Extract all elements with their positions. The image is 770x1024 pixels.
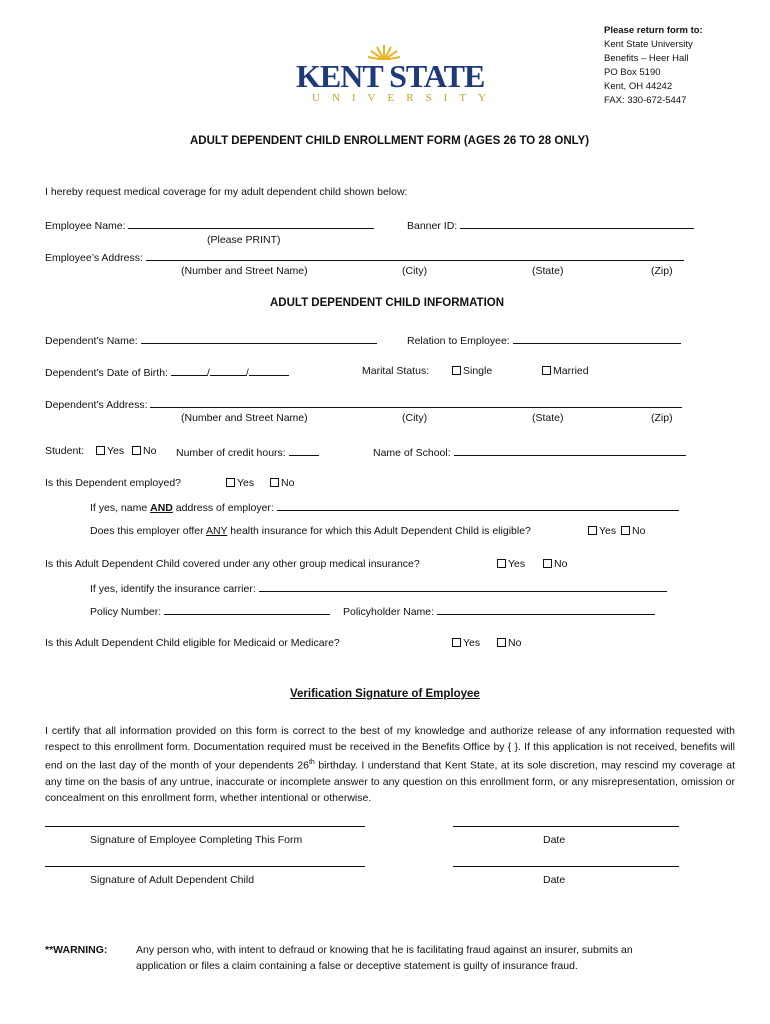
employer-insurance-prefix: Does this employer offer: [90, 525, 206, 537]
dependent-section-title: ADULT DEPENDENT CHILD INFORMATION: [270, 297, 505, 309]
employer-label-prefix: If yes, name: [90, 502, 151, 514]
school-field[interactable]: [454, 445, 686, 456]
employed-no-checkbox[interactable]: [270, 477, 294, 489]
dependent-state-caption: (State): [532, 412, 564, 424]
return-line: Benefits – Heer Hall: [604, 53, 689, 64]
dependent-date-line[interactable]: [453, 866, 679, 867]
employee-street-caption: (Number and Street Name): [181, 265, 308, 277]
school-label: Name of School:: [373, 447, 451, 459]
married-label: Married: [553, 365, 589, 377]
banner-id-field[interactable]: [460, 218, 694, 229]
intro-text: I hereby request medical coverage for my adult dependent child shown below:: [45, 186, 408, 198]
logo-subtitle: UNIVERSITY: [312, 92, 498, 104]
employee-address-field[interactable]: [146, 250, 684, 261]
certification-sup: th: [308, 759, 315, 766]
employer-insurance-suffix: health insurance for which this Adult Dependent Child is eligible?: [227, 525, 531, 537]
dependent-city-caption: (City): [402, 412, 428, 424]
dob-month-field[interactable]: [171, 365, 207, 376]
employee-name-label: Employee Name:: [45, 220, 126, 232]
dependent-signature-line[interactable]: [45, 866, 365, 867]
employee-city-caption: (City): [402, 265, 428, 277]
policy-number-label: Policy Number:: [90, 606, 162, 618]
dob-label: Dependent’s Date of Birth:: [45, 367, 168, 379]
medicaid-no-checkbox[interactable]: [497, 637, 521, 649]
relation-label: Relation to Employee:: [407, 335, 510, 347]
employed-question: Is this Dependent employed?: [45, 477, 182, 489]
employer-label-and: AND: [150, 502, 173, 514]
certification-text: [45, 723, 735, 806]
certification-text-part2: birthday. I understand that Kent State, at its sole discretion, may rescind my coverage at any time on the basis of any untrue, inaccurate or incomplete answer to any question on this enrollment form, or any misrepresentation, omission or concealment on this enrollment form, whether intentional or otherwise.: [45, 759, 736, 804]
yes-label: Yes: [508, 558, 526, 570]
credit-hours-field[interactable]: [289, 445, 319, 456]
employer-insurance-no-checkbox[interactable]: [621, 525, 645, 537]
yes-label: Yes: [599, 525, 617, 537]
warning-line1: Any person who, with intent to defraud or knowing that he is facilitating fraud against an insurer, submits an: [136, 944, 633, 956]
dob-year-field[interactable]: [249, 365, 289, 376]
checkbox-icon: [226, 478, 235, 487]
verification-title: Verification Signature of Employee: [290, 688, 480, 700]
banner-id-label: Banner ID:: [407, 220, 458, 232]
checkbox-icon: [96, 446, 105, 455]
dependent-zip-caption: (Zip): [651, 412, 673, 424]
warning-line2: application or files a claim containing a false or deceptive statement is guilty of insurance fraud.: [136, 960, 578, 972]
dependent-name-label: Dependent’s Name:: [45, 335, 138, 347]
return-line: PO Box 5190: [604, 67, 661, 78]
medicaid-yes-checkbox[interactable]: [452, 637, 480, 649]
employee-date-caption: Date: [543, 834, 566, 846]
relation-field[interactable]: [513, 333, 681, 344]
employee-state-caption: (State): [532, 265, 564, 277]
employee-signature-line[interactable]: [45, 826, 365, 827]
credit-hours-label: Number of credit hours:: [176, 447, 286, 459]
dob-day-field[interactable]: [210, 365, 246, 376]
yes-label: Yes: [107, 445, 125, 457]
other-insurance-no-checkbox[interactable]: [543, 558, 567, 570]
logo-wordmark: KENT STATE: [296, 58, 485, 94]
employer-field[interactable]: [277, 500, 679, 511]
single-label: Single: [463, 365, 493, 377]
employee-signature-caption: Signature of Employee Completing This Form: [90, 834, 303, 846]
dependent-date-caption: Date: [543, 874, 566, 886]
employer-insurance-yes-checkbox[interactable]: [588, 525, 616, 537]
form-title: ADULT DEPENDENT CHILD ENROLLMENT FORM (AGES 26 TO 28 ONLY): [190, 135, 590, 147]
yes-label: Yes: [463, 637, 481, 649]
return-line: Kent, OH 44242: [604, 81, 673, 92]
yes-label: Yes: [237, 477, 255, 489]
checkbox-icon: [621, 526, 630, 535]
checkbox-icon: [452, 366, 461, 375]
other-insurance-question: Is this Adult Dependent Child covered under any other group medical insurance?: [45, 558, 420, 570]
return-heading: Please return form to:: [604, 25, 703, 36]
carrier-field[interactable]: [259, 581, 667, 592]
checkbox-icon: [497, 638, 506, 647]
employee-address-label: Employee’s Address:: [45, 252, 143, 264]
employee-zip-caption: (Zip): [651, 265, 673, 277]
policyholder-field[interactable]: [437, 604, 655, 615]
student-label: Student:: [45, 445, 85, 457]
student-yes-checkbox[interactable]: [96, 445, 124, 457]
married-checkbox[interactable]: [542, 365, 589, 377]
policy-number-field[interactable]: [164, 604, 330, 615]
checkbox-icon: [497, 559, 506, 568]
other-insurance-yes-checkbox[interactable]: [497, 558, 525, 570]
checkbox-icon: [588, 526, 597, 535]
medicaid-question: Is this Adult Dependent Child eligible for Medicaid or Medicare?: [45, 637, 340, 649]
employed-yes-checkbox[interactable]: [226, 477, 254, 489]
checkbox-icon: [542, 366, 551, 375]
checkbox-icon: [452, 638, 461, 647]
single-checkbox[interactable]: [452, 365, 492, 377]
certification-text-part1: I certify that all information provided on this form is correct to the best of my knowledge and authorize release of any information requested with respect to this enrollment form. Documentation required must be received in the Benefits Office by { }. If this application is not received, benefits will end on the last day of the month of your dependents 26: [45, 725, 735, 772]
marital-label: Marital Status:: [362, 365, 430, 377]
warning-label: **WARNING:: [45, 944, 108, 956]
checkbox-icon: [543, 559, 552, 568]
dependent-name-field[interactable]: [141, 333, 377, 344]
dependent-street-caption: (Number and Street Name): [181, 412, 308, 424]
employee-date-line[interactable]: [453, 826, 679, 827]
no-label: No: [281, 477, 295, 489]
return-line: FAX: 330-672-5447: [604, 95, 687, 106]
employee-name-field[interactable]: [128, 218, 374, 229]
employer-label-suffix: address of employer:: [172, 502, 274, 514]
dependent-address-label: Dependent’s Address:: [45, 399, 148, 411]
checkbox-icon: [132, 446, 141, 455]
no-label: No: [143, 445, 157, 457]
no-label: No: [554, 558, 568, 570]
return-address: [604, 24, 703, 108]
employer-insurance-any: ANY: [205, 525, 228, 537]
no-label: No: [632, 525, 646, 537]
dependent-signature-caption: Signature of Adult Dependent Child: [90, 874, 255, 886]
policyholder-label: Policyholder Name:: [343, 606, 435, 618]
checkbox-icon: [270, 478, 279, 487]
carrier-label: If yes, identify the insurance carrier:: [90, 583, 256, 595]
print-note: (Please PRINT): [207, 234, 281, 246]
no-label: No: [508, 637, 522, 649]
student-no-checkbox[interactable]: [132, 445, 156, 457]
dependent-address-field[interactable]: [150, 397, 682, 408]
return-line: Kent State University: [604, 39, 693, 50]
